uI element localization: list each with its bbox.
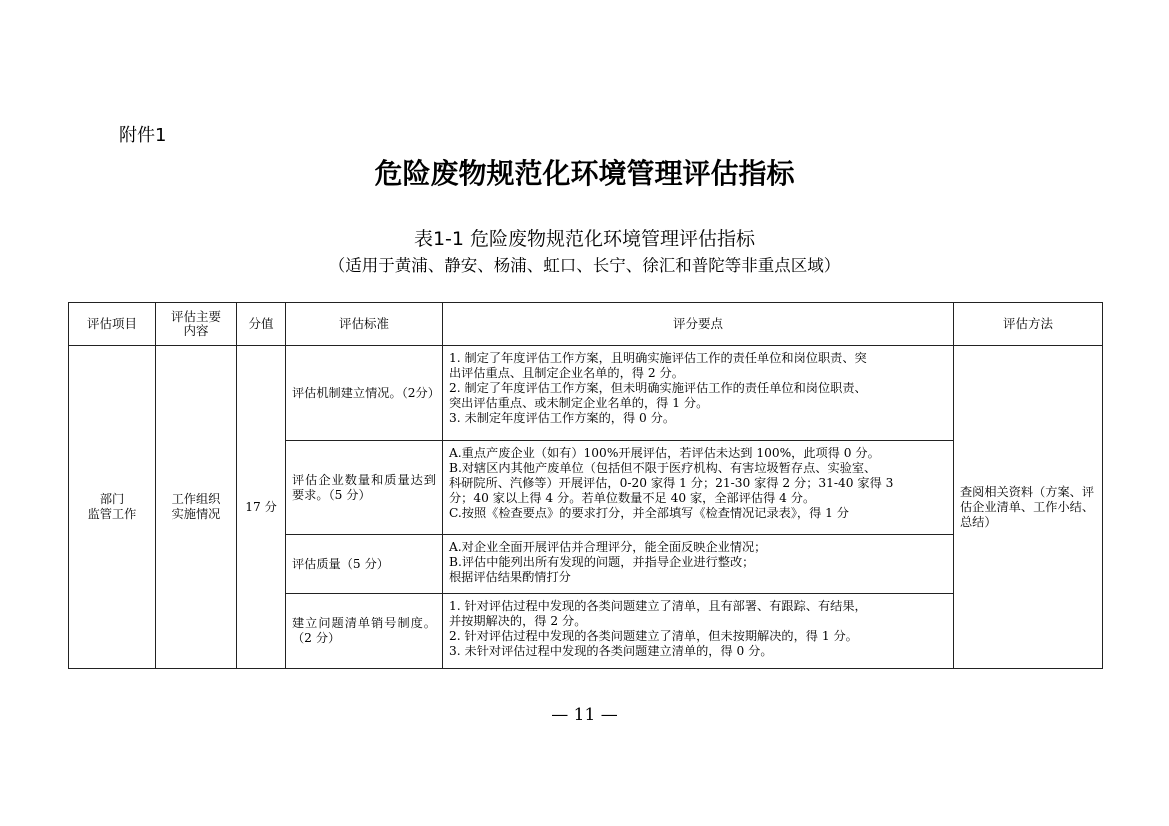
table-subtitle: （适用于黄浦、静安、杨浦、虹口、长宁、徐汇和普陀等非重点区域） xyxy=(328,256,841,275)
header-item: 评估项目 xyxy=(69,303,156,346)
item-line: 监管工作 xyxy=(87,507,137,521)
point-line: 突出评估重点、或未制定企业名单的，得 1 分。 xyxy=(449,396,709,410)
content-line: 实施情况 xyxy=(171,507,221,521)
method-cell: 查阅相关资料（方案、评估企业清单、工作小结、总结） xyxy=(954,346,1103,669)
points-cell xyxy=(443,535,954,594)
header-score: 分值 xyxy=(237,303,286,346)
points-cell xyxy=(443,346,954,441)
point-line: 2. 针对评估过程中发现的各类问题建立了清单，但未按期解决的，得 1 分。 xyxy=(449,629,858,643)
point-line: 并按期解决的，得 2 分。 xyxy=(449,614,587,628)
point-line: 3. 未制定年度评估工作方案的，得 0 分。 xyxy=(449,411,676,425)
standard-cell: 建立问题清单销号制度。（2 分） xyxy=(286,594,443,669)
point-line: B.对辖区内其他产废单位（包括但不限于医疗机构、有害垃圾暂存点、实验室、 xyxy=(449,461,877,475)
standard-cell: 评估企业数量和质量达到要求。（5 分） xyxy=(286,441,443,535)
evaluation-table xyxy=(68,302,1103,669)
content-cell xyxy=(156,346,237,669)
point-line: 出评估重点、且制定企业名单的，得 2 分。 xyxy=(449,366,684,380)
table-title: 表1-1 危险废物规范化环境管理评估指标 xyxy=(413,228,756,250)
standard-cell: 评估机制建立情况。（2分） xyxy=(286,346,443,441)
point-line: 1. 针对评估过程中发现的各类问题建立了清单，且有部署、有跟踪、有结果， xyxy=(449,599,867,613)
point-line: 3. 未针对评估过程中发现的各类问题建立清单的，得 0 分。 xyxy=(449,644,773,658)
header-standard: 评估标准 xyxy=(286,303,443,346)
score-cell: 17 分 xyxy=(237,346,286,669)
header-content: 评估主要内容 xyxy=(156,303,237,346)
point-line: B.评估中能列出所有发现的问题，并指导企业进行整改； xyxy=(449,555,755,569)
standard-cell: 评估质量（5 分） xyxy=(286,535,443,594)
point-line: 分；40 家以上得 4 分。若单位数量不足 40 家，全部评估得 4 分。 xyxy=(449,491,816,505)
table-header-row xyxy=(69,303,1103,346)
point-line: 2. 制定了年度评估工作方案，但未明确实施评估工作的责任单位和岗位职责、 xyxy=(449,381,867,395)
point-line: 科研院所、汽修等）开展评估，0-20 家得 1 分；21-30 家得 2 分；31-40 家得 3 xyxy=(449,476,894,490)
point-line: C.按照《检查要点》的要求打分，并全部填写《检查情况记录表》，得 1 分 xyxy=(449,506,849,520)
item-cell xyxy=(69,346,156,669)
item-line: 部门 xyxy=(99,492,125,506)
points-cell xyxy=(443,594,954,669)
point-line: 根据评估结果酌情打分 xyxy=(449,570,571,584)
content-line: 工作组织 xyxy=(171,492,221,506)
point-line: 1. 制定了年度评估工作方案，且明确实施评估工作的责任单位和岗位职责、突 xyxy=(449,351,867,365)
attachment-label: 附件1 xyxy=(119,125,167,146)
page-number: — 11 — xyxy=(551,705,618,725)
points-cell xyxy=(443,441,954,535)
point-line: A.重点产废企业（如有）100%开展评估，若评估未达到 100%，此项得 0 分。 xyxy=(449,446,880,460)
document-title: 危险废物规范化环境管理评估指标 xyxy=(374,157,795,190)
point-line: A.对企业全面开展评估并合理评分，能全面反映企业情况； xyxy=(449,540,767,554)
header-points: 评分要点 xyxy=(443,303,954,346)
header-method: 评估方法 xyxy=(954,303,1103,346)
table-row xyxy=(69,346,1103,441)
